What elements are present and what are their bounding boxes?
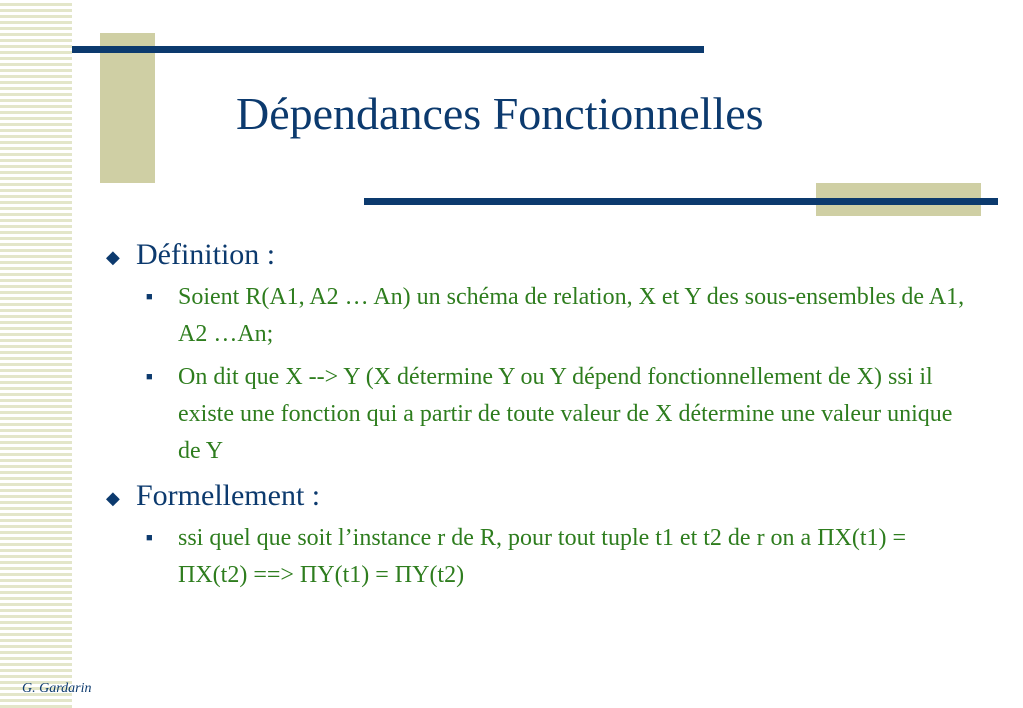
decorative-top-line [72, 46, 704, 53]
sub-bullet-text: ssi quel que soit l’instance r de R, pour tout tuple t1 et t2 de r on a ΠX(t1) = ΠX(t2) ==> ΠY(t1) = ΠY(t2) [178, 525, 907, 588]
sub-bullet-item [100, 520, 980, 594]
decorative-bottom-line [364, 198, 998, 205]
sub-bullet-text: On dit que X --> Y (X détermine Y ou Y dépend fonctionnellement de X) ssi il existe une fonction qui a partir de toute valeur de X détermine une valeur unique de Y [178, 364, 953, 464]
diamond-icon: ◆ [106, 488, 120, 508]
sub-bullet-text: Soient R(A1, A2 … An) un schéma de relation, X et Y des sous-ensembles de A1, A2 …An; [178, 284, 965, 347]
decorative-khaki-block-top [100, 33, 155, 183]
slide-content [100, 237, 980, 600]
sub-bullet-item [100, 359, 980, 470]
diamond-icon: ◆ [106, 247, 120, 267]
square-icon: ■ [146, 371, 153, 383]
striped-sidebar [0, 0, 72, 708]
author-footer: G. Gardarin [22, 681, 92, 696]
bullet-label: Définition : [136, 238, 276, 271]
sub-bullet-item [100, 279, 980, 353]
slide-title: Dépendances Fonctionnelles [236, 88, 764, 139]
bullet-label: Formellement : [136, 479, 321, 512]
square-icon: ■ [146, 291, 153, 303]
bullet-formellement [100, 478, 980, 514]
square-icon: ■ [146, 532, 153, 544]
bullet-definition [100, 237, 980, 273]
